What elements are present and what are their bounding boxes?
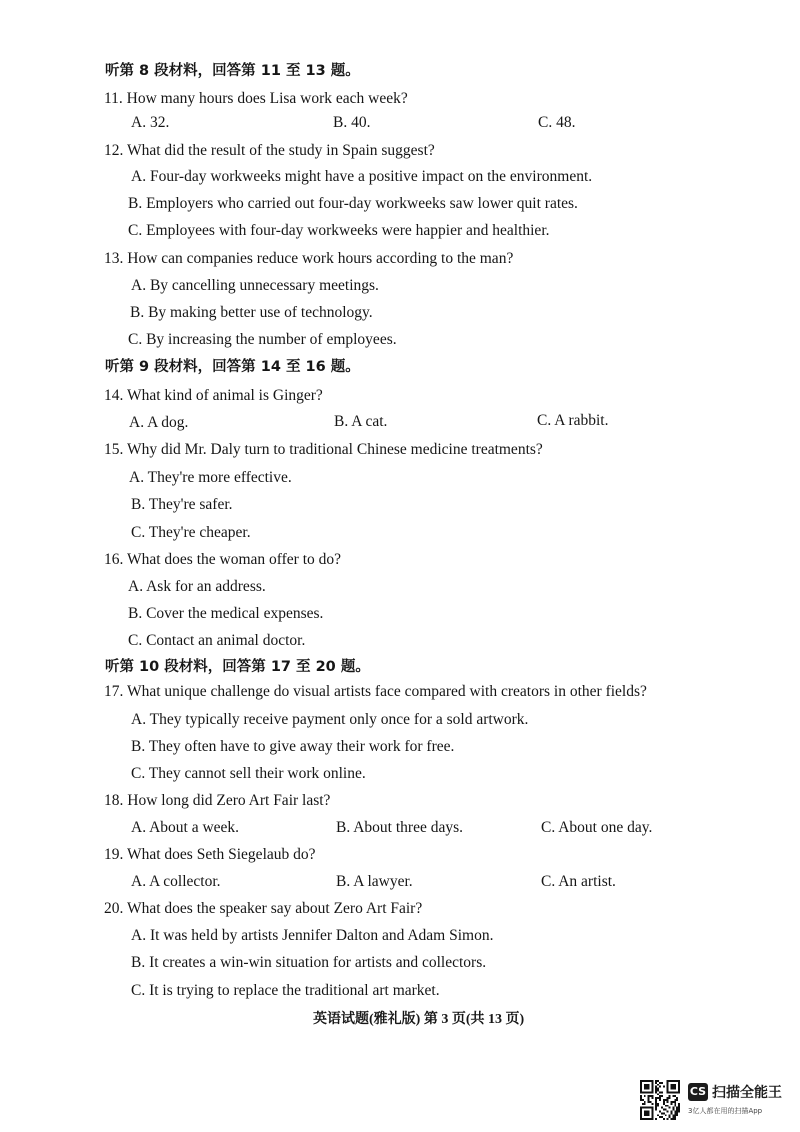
answer-option: B. About three days. <box>336 819 463 836</box>
watermark-app-name: 扫描全能王 <box>712 1085 782 1101</box>
answer-option: A. 32. <box>131 114 170 131</box>
answer-option: C. Employees with four-day workweeks were happier and healthier. <box>128 222 550 239</box>
answer-option: B. It creates a win-win situation for artists and collectors. <box>131 954 487 971</box>
question-stem: 14. What kind of animal is Ginger? <box>104 387 323 404</box>
answer-option: B. 40. <box>333 114 371 131</box>
answer-option: A. Four-day workweeks might have a positive impact on the environment. <box>131 168 593 185</box>
answer-option: B. They're safer. <box>131 496 233 513</box>
question-stem: 17. What unique challenge do visual artists face compared with creators in other fields? <box>104 683 647 700</box>
section-header: 听第 8 段材料，回答第 11 至 13 题。 <box>105 63 360 79</box>
answer-option: B. A lawyer. <box>336 873 413 890</box>
answer-option: A. Ask for an address. <box>128 578 266 595</box>
answer-option: C. By increasing the number of employees. <box>128 331 397 348</box>
section-header: 听第 10 段材料，回答第 17 至 20 题。 <box>105 659 370 675</box>
answer-option: C. A rabbit. <box>537 412 609 429</box>
answer-option: A. A dog. <box>129 414 189 431</box>
question-stem: 13. How can companies reduce work hours according to the man? <box>104 250 514 267</box>
answer-option: B. By making better use of technology. <box>130 304 373 321</box>
question-stem: 15. Why did Mr. Daly turn to traditional Chinese medicine treatments? <box>104 441 543 458</box>
answer-option: C. An artist. <box>541 873 616 890</box>
answer-option: B. Cover the medical expenses. <box>128 605 324 622</box>
page-footer: 英语试题(雅礼版) 第 3 页(共 13 页) <box>313 1012 525 1027</box>
answer-option: C. About one day. <box>541 819 653 836</box>
question-stem: 18. How long did Zero Art Fair last? <box>104 792 331 809</box>
question-stem: 12. What did the result of the study in Spain suggest? <box>104 142 435 159</box>
answer-option: C. It is trying to replace the traditional art market. <box>131 982 440 999</box>
answer-option: C. Contact an animal doctor. <box>128 632 306 649</box>
question-stem: 20. What does the speaker say about Zero Art Fair? <box>104 900 423 917</box>
qr-code-icon <box>640 1080 680 1120</box>
answer-option: A. About a week. <box>131 819 240 836</box>
answer-option: A. A collector. <box>131 873 221 890</box>
section-header: 听第 9 段材料，回答第 14 至 16 题。 <box>105 359 360 375</box>
watermark-tagline: 3亿人都在用的扫描App <box>688 1107 763 1115</box>
camscanner-logo-icon: CS <box>688 1083 708 1101</box>
question-stem: 16. What does the woman offer to do? <box>104 551 342 568</box>
answer-option: A. It was held by artists Jennifer Dalton and Adam Simon. <box>131 927 494 944</box>
answer-option: B. A cat. <box>334 413 388 430</box>
answer-option: B. Employers who carried out four-day workweeks saw lower quit rates. <box>128 195 578 212</box>
answer-option: A. They typically receive payment only once for a sold artwork. <box>131 711 529 728</box>
answer-option: A. They're more effective. <box>129 469 292 486</box>
answer-option: A. By cancelling unnecessary meetings. <box>131 277 379 294</box>
answer-option: B. They often have to give away their work for free. <box>131 738 455 755</box>
question-stem: 19. What does Seth Siegelaub do? <box>104 846 316 863</box>
answer-option: C. They're cheaper. <box>131 524 251 541</box>
question-stem: 11. How many hours does Lisa work each week? <box>104 90 408 107</box>
answer-option: C. They cannot sell their work online. <box>131 765 366 782</box>
answer-option: C. 48. <box>538 114 576 131</box>
